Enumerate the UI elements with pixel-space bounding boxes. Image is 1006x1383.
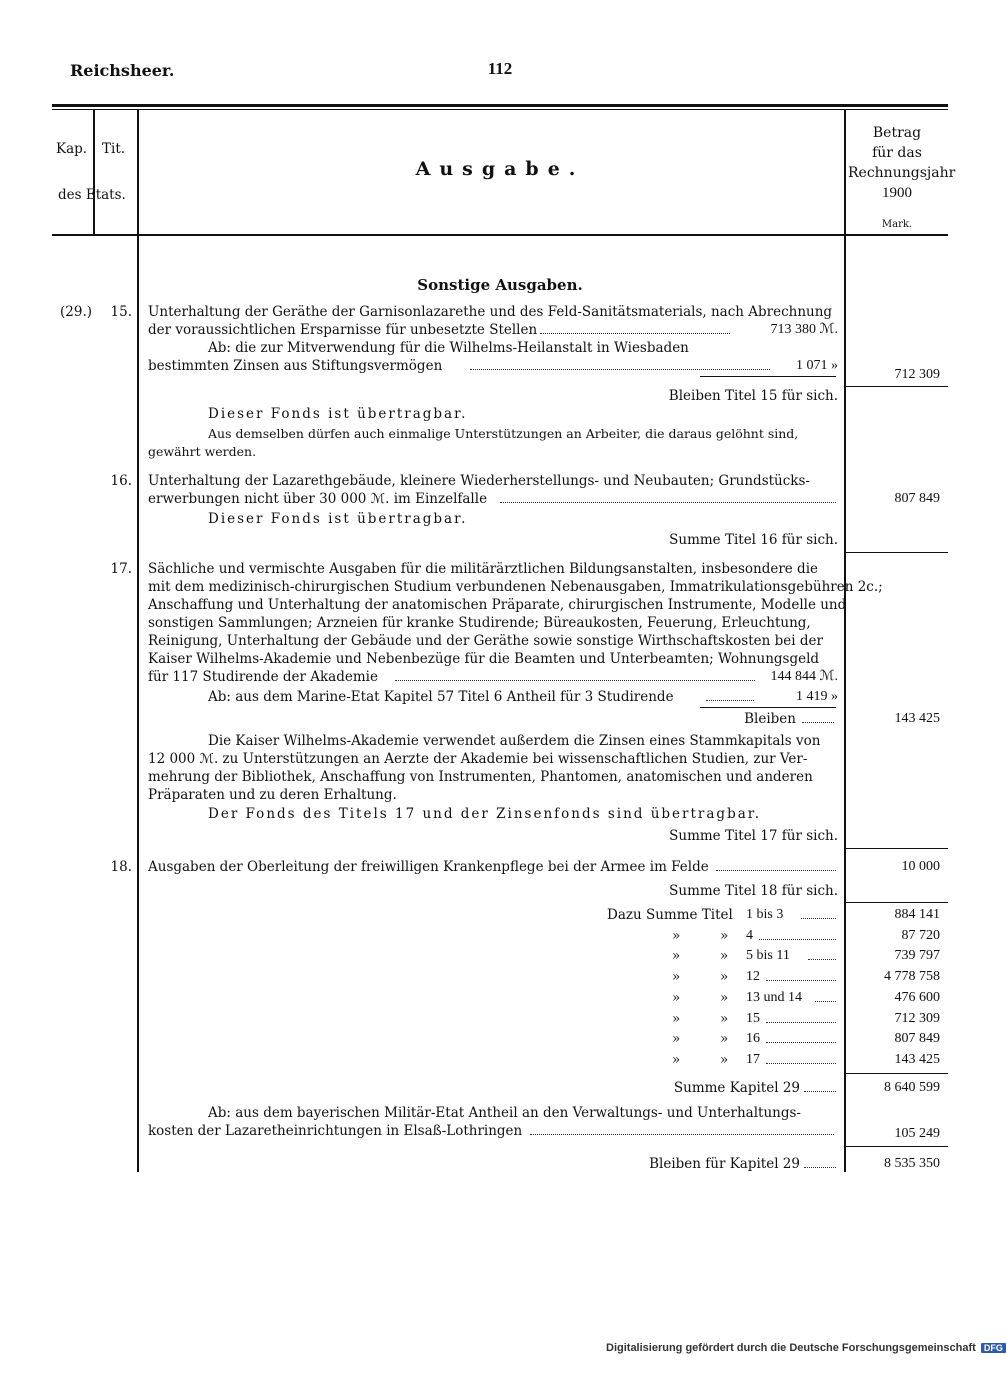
digitization-credit-text: Digitalisierung gefördert durch die Deutsche Forschungsgemeinschaft — [606, 1342, 976, 1354]
summary-row-label: 15 — [746, 1011, 760, 1026]
kap-tit-divider — [93, 110, 95, 235]
summary-row-label: 17 — [746, 1052, 760, 1067]
tit-17-total: 143 425 — [894, 711, 940, 726]
tit-15-line-1: Unterhaltung der Geräthe der Garnisonlazarethe und des Feld-Sanitätsmaterials, nach Abrechnung — [148, 304, 833, 320]
ditto-mark: » — [720, 1031, 729, 1047]
page-number: 112 — [487, 59, 513, 78]
header-rule — [52, 234, 948, 236]
tit-17-summe: Summe Titel 17 für sich. — [669, 828, 838, 844]
leader-dots — [804, 1091, 836, 1092]
bleiben-kapitel-value: 8 535 350 — [884, 1156, 940, 1171]
ab-bayern-line-1: Ab: aus dem bayerischen Militär-Etat Antheil an den Verwaltungs- und Unterhaltungs- — [208, 1105, 801, 1121]
leader-dots — [766, 980, 836, 981]
bleiben-kapitel-label: Bleiben für Kapitel 29 — [649, 1156, 800, 1172]
tit-15-note-2b: gewährt werden. — [148, 444, 257, 459]
betrag-line-1: Betrag — [872, 125, 922, 141]
tit-18-number: 18. — [110, 859, 132, 875]
tit-17-note-line-4: Präparaten und zu deren Erhaltung. — [148, 787, 397, 803]
column-header-tit: Tit. — [102, 141, 126, 157]
tit-15-line-4: bestimmten Zinsen aus Stiftungsvermögen — [148, 358, 443, 374]
dazu-label: Dazu Summe Titel — [607, 907, 733, 923]
ditto-mark: » — [720, 1011, 729, 1027]
tit-15-number: 15. — [110, 304, 132, 320]
amount-rule — [844, 386, 948, 387]
tit-16-line-1: Unterhaltung der Lazarethgebäude, kleinere Wiederherstellungs- und Neubauten; Grundstücks- — [148, 473, 810, 489]
amount-rule — [844, 1146, 948, 1147]
ditto-mark: » — [672, 969, 681, 985]
section-title: Sonstige Ausgaben. — [417, 276, 583, 294]
ab-bayern-value: 105 249 — [894, 1126, 940, 1141]
tit-17-line-6: Kaiser Wilhelms-Akademie und Nebenbezüge für die Beamten und Unterbeamten; Wohnungsgeld — [148, 651, 820, 667]
amount-rule — [844, 552, 948, 553]
leader-dots — [766, 1022, 836, 1023]
summary-row-label: 13 und 14 — [746, 990, 802, 1005]
tit-17-line-2: mit dem medizinisch-chirurgischen Studium verbundenen Nebenausgaben, Immatrikulationsgebühren 2c.; — [148, 579, 883, 595]
tit-15-note-1: Dieser Fonds ist übertragbar. — [208, 406, 468, 422]
tit-17-amount-2: 1 419 » — [796, 689, 838, 704]
tit-17-line-7: für 117 Studirende der Akademie — [148, 669, 378, 685]
betrag-year: 1900 — [882, 185, 912, 201]
leader-dots — [804, 1167, 836, 1168]
text-column-left-rule — [137, 110, 139, 1172]
tit-15-amount-1: 713 380 ℳ. — [770, 322, 838, 337]
leader-dots — [766, 1042, 836, 1043]
tit-16-summe: Summe Titel 16 für sich. — [669, 532, 838, 548]
tit-18-line-1: Ausgaben der Oberleitung der freiwilligen Krankenpflege bei der Armee im Felde — [148, 859, 709, 875]
tit-17-line-4: sonstigen Sammlungen; Arzneien für kranke Studirende; Büreaukosten, Feuerung, Erleuchtung, — [148, 615, 811, 631]
amount-rule — [844, 1073, 948, 1074]
ditto-mark: » — [720, 969, 729, 985]
running-head: Reichsheer. — [70, 61, 175, 80]
summary-row-value: 476 600 — [894, 990, 940, 1005]
subtotal-rule — [700, 376, 836, 377]
summary-row-label: 1 bis 3 — [746, 907, 784, 922]
tit-16-total: 807 849 — [894, 491, 940, 506]
leader-dots — [500, 502, 836, 503]
tit-17-amount-1: 144 844 ℳ. — [770, 669, 838, 684]
summe-kapitel-label: Summe Kapitel 29 — [673, 1080, 800, 1096]
tit-15-total: 712 309 — [894, 367, 940, 382]
tit-18-summe: Summe Titel 18 für sich. — [669, 883, 838, 899]
digitization-credit — [606, 1342, 1006, 1354]
betrag-line-3: Rechnungsjahr — [848, 165, 956, 181]
leader-dots — [766, 1063, 836, 1064]
dfg-logo: DFG — [981, 1343, 1006, 1353]
ditto-mark: » — [672, 990, 681, 1006]
ditto-mark: » — [672, 1011, 681, 1027]
tit-16-note-1: Dieser Fonds ist übertragbar. — [208, 511, 468, 527]
leader-dots — [808, 959, 836, 960]
kap-number: (29.) — [60, 304, 93, 320]
ditto-mark: » — [720, 928, 729, 944]
tit-17-note-line-1: Die Kaiser Wilhelms-Akademie verwendet außerdem die Zinsen eines Stammkapitals von — [208, 733, 821, 749]
betrag-line-2: für das — [872, 145, 922, 161]
summe-kapitel-value: 8 640 599 — [884, 1080, 940, 1095]
ab-bayern-line-2: kosten der Lazaretheinrichtungen in Elsaß-Lothringen — [148, 1123, 523, 1139]
tit-18-total: 10 000 — [901, 859, 940, 874]
tit-17-note-last: Der Fonds des Titels 17 und der Zinsenfonds sind übertragbar. — [208, 806, 762, 822]
summary-row-value: 87 720 — [901, 928, 940, 943]
column-header-kap: Kap. — [56, 141, 88, 157]
summary-row-label: 12 — [746, 969, 760, 984]
tit-17-note-line-2: 12 000 ℳ. zu Unterstützungen an Aerzte der Akademie bei wissenschaftlichen Studien, zur Ver- — [148, 751, 808, 767]
ditto-mark: » — [672, 1052, 681, 1068]
summary-row-value: 807 849 — [894, 1031, 940, 1046]
tit-16-number: 16. — [110, 473, 132, 489]
unit-mark: Mark. — [881, 219, 913, 230]
summary-row-value: 884 141 — [894, 907, 940, 922]
amount-rule — [844, 902, 948, 903]
tit-17-bleiben: Bleiben — [744, 711, 796, 727]
top-rule-thin — [52, 109, 948, 110]
tit-15-bleiben: Bleiben Titel 15 für sich. — [668, 388, 838, 404]
summary-row-label: 4 — [746, 928, 753, 943]
tit-15-line-3: Ab: die zur Mitverwendung für die Wilhelms-Heilanstalt in Wiesbaden — [208, 340, 689, 356]
tit-17-line-3: Anschaffung und Unterhaltung der anatomischen Präparate, chirurgischen Instrumente, Modelle und — [148, 597, 847, 613]
leader-dots — [530, 1134, 834, 1135]
tit-16-line-2: erwerbungen nicht über 30 000 ℳ. im Einzelfalle — [148, 491, 488, 507]
tit-17-line-1: Sächliche und vermischte Ausgaben für die militärärztlichen Bildungsanstalten, insbesondere die — [148, 561, 819, 577]
top-rule — [52, 104, 948, 107]
tit-17-ab: Ab: aus dem Marine-Etat Kapitel 57 Titel 6 Antheil für 3 Studirende — [208, 689, 674, 705]
tit-17-note-line-3: mehrung der Bibliothek, Anschaffung von Instrumenten, Phantomen, anatomischen und anderen — [148, 769, 813, 785]
ditto-mark: » — [672, 1031, 681, 1047]
tit-15-line-2: der voraussichtlichen Ersparnisse für unbesetzte Stellen — [148, 322, 538, 338]
summary-row-value: 739 797 — [894, 948, 940, 963]
tit-15-amount-2: 1 071 » — [796, 358, 838, 373]
summary-row-label: 16 — [746, 1031, 760, 1046]
summary-row-value: 4 778 758 — [884, 969, 940, 984]
ditto-mark: » — [672, 948, 681, 964]
ditto-mark: » — [720, 1052, 729, 1068]
tit-17-number: 17. — [110, 561, 132, 577]
summary-row-value: 712 309 — [894, 1011, 940, 1026]
subtotal-rule — [700, 707, 836, 708]
ditto-mark: » — [720, 948, 729, 964]
summary-row-value: 143 425 — [894, 1052, 940, 1067]
column-header-des-etats: des Etats. — [58, 187, 126, 203]
tit-17-line-5: Reinigung, Unterhaltung der Gebäude und der Geräthe sowie sonstige Wirthschaftskosten bei der — [148, 633, 823, 649]
leader-dots — [801, 918, 836, 919]
column-header-title: Ausgabe. — [415, 158, 585, 180]
leader-dots — [759, 939, 836, 940]
amount-column-left-rule — [844, 110, 846, 1172]
leader-dots — [716, 870, 836, 871]
ditto-mark: » — [672, 928, 681, 944]
summary-row-label: 5 bis 11 — [746, 948, 790, 963]
ditto-mark: » — [720, 990, 729, 1006]
leader-dots — [802, 722, 834, 723]
amount-rule — [844, 848, 948, 849]
leader-dots — [815, 1001, 836, 1002]
tit-15-note-2a: Aus demselben dürfen auch einmalige Unterstützungen an Arbeiter, die daraus gelöhnt sind, — [208, 426, 799, 441]
